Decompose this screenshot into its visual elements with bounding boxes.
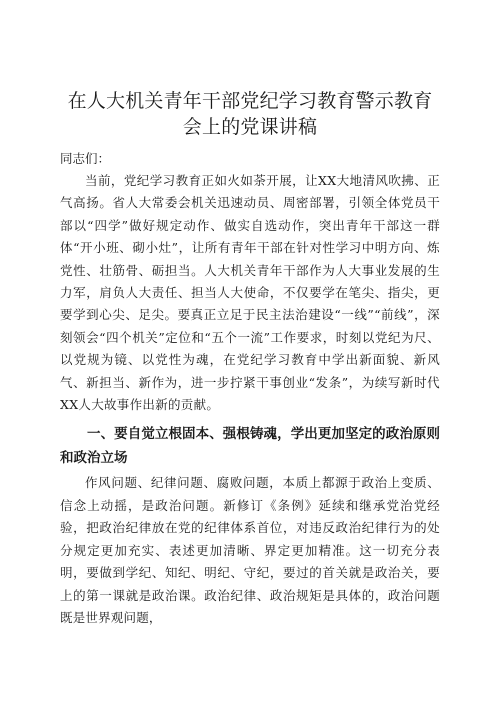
intro-paragraph: 当前，党纪学习教育正如火如荼开展，让XX大地清风吹拂、正气高扬。省人大常委会机关迅速动员、周密部署，引领全体党员干部以“四学”做好规定动作、做实自选动作，突出青年干部这一群体“开小班、砌小灶”，让所有青年干部在针对性学习中明方向、炼党性、壮筋骨、砺担当。人大机关青年干部作为人大事业发展的生力军，肩负人大责任、担当人大使命，不仅要学在笔尖、指尖，更要学到心尖、足尖。要真正立足于民主法治建设“一线”“前线”，深刻领会“四个机关”定位和“五个一流”工作要求，时刻以党纪为尺、以党规为镜、以党性为魂，在党纪学习教育中学出新面貌、新风气、新担当、新作为，进一步拧紧干事创业“发条”，为续写新时代XX人大故事作出新的贡献。: [60, 173, 440, 413]
section-heading: 一、要自觉立根固本、强根铸魂，学出更加坚定的政治原则和政治立场: [60, 426, 440, 467]
section-paragraph: 作风问题、纪律问题、腐败问题，本质上都源于政治上变质、信念上动摇，是政治问题。新修订《条例》延续和继承党治党经验，把政治纪律放在党的纪律体系首位，对违反政治纪律行为的处分规定更加充实、表述更加清晰、界定更加精准。这一切充分表明，要做到学纪、知纪、明纪、守纪，要过的首关就是政治关，要上的第一课就是政治课。政治纪律、政治规矩是具体的，政治问题既是世界观问题，: [60, 475, 440, 625]
document-title: 在人大机关青年干部党纪学习教育警示教育会上的党课讲稿: [67, 90, 433, 138]
salutation: 同志们：: [60, 151, 111, 166]
